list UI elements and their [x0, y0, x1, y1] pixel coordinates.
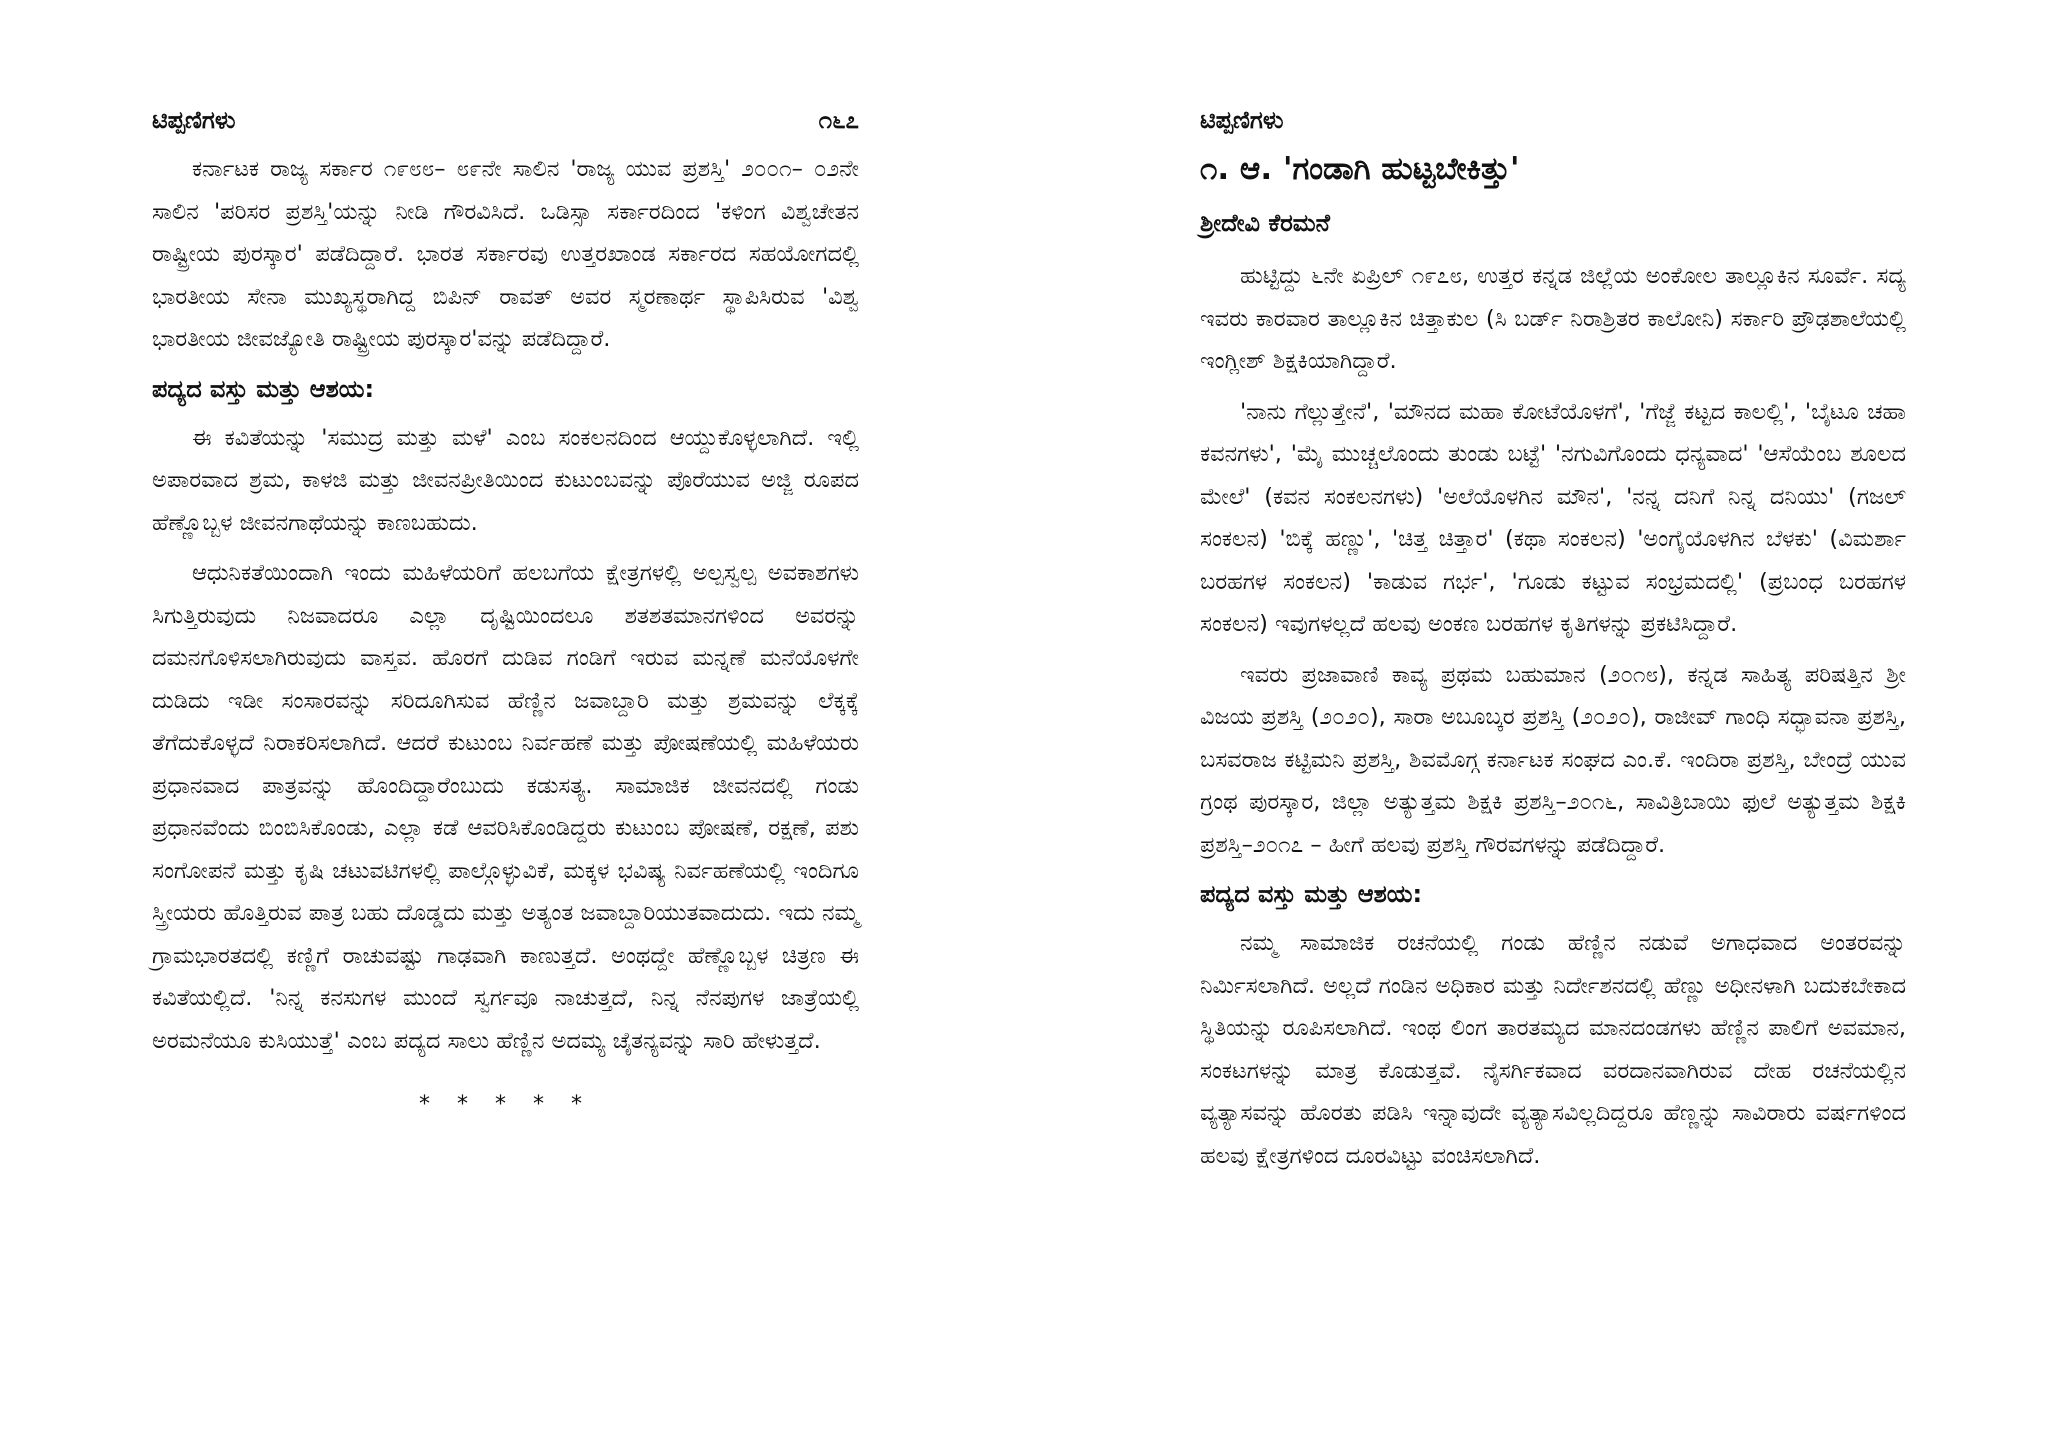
section-heading: ಪದ್ಯದ ವಸ್ತು ಮತ್ತು ಆಶಯ:	[1200, 880, 1423, 908]
author-awards-paragraph: ಕರ್ನಾಟಕ ರಾಜ್ಯ ಸರ್ಕಾರ ೧೯೮೮– ೮೯ನೇ ಸಾಲಿನ 'ರಾಜ್ಯ ಯುವ ಪ್ರಶಸ್ತಿ' ೨೦೦೧– ೦೨ನೇ ಸಾಲಿನ 'ಪರಿಸರ ಪ್ರಶಸ್ತಿ'ಯನ್ನು ನೀಡಿ ಗೌರವಿಸಿದೆ. ಒಡಿಸ್ಸಾ ಸರ್ಕಾರದಿಂದ 'ಕಳಿಂಗ ವಿಶ್ವಚೇತನ ರಾಷ್ಟ್ರೀಯ ಪುರಸ್ಕಾರ' ಪಡೆದಿದ್ದಾರೆ. ಭಾರತ ಸರ್ಕಾರವು ಉತ್ತರಖಾಂಡ ಸರ್ಕಾರದ ಸಹಯೋಗದಲ್ಲಿ ಭಾರತೀಯ ಸೇನಾ ಮುಖ್ಯಸ್ಥರಾಗಿದ್ದ ಬಿಪಿನ್ ರಾವತ್ ಅವರ ಸ್ಮರಣಾರ್ಥ ಸ್ಥಾಪಿಸಿರುವ 'ವಿಶ್ವ ಭಾರತೀಯ ಜೀವಜ್ಯೋತಿ ರಾಷ್ಟ್ರೀಯ ಪುರಸ್ಕಾರ'ವನ್ನು ಪಡೆದಿದ್ದಾರೆ.	[152, 156, 859, 352]
section-separator: * * * * *	[419, 1092, 592, 1117]
author-awards-paragraph: ಇವರು ಪ್ರಜಾವಾಣಿ ಕಾವ್ಯ ಪ್ರಥಮ ಬಹುಮಾನ (೨೦೧೮), ಕನ್ನಡ ಸಾಹಿತ್ಯ ಪರಿಷತ್ತಿನ ಶ್ರೀ ವಿಜಯ ಪ್ರಶಸ್ತಿ (೨೦೨೦), ಸಾರಾ ಅಬೂಬ್ಕರ ಪ್ರಶಸ್ತಿ (೨೦೨೦), ರಾಜೀವ್ ಗಾಂಧಿ ಸದ್ಭಾವನಾ ಪ್ರಶಸ್ತಿ, ಬಸವರಾಜ ಕಟ್ಟಿಮನಿ ಪ್ರಶಸ್ತಿ, ಶಿವಮೊಗ್ಗ ಕರ್ನಾಟಕ ಸಂಘದ ಎಂ.ಕೆ. ಇಂದಿರಾ ಪ್ರಶಸ್ತಿ, ಬೇಂದ್ರೆ ಯುವ ಗ್ರಂಥ ಪುರಸ್ಕಾರ, ಜಿಲ್ಲಾ ಅತ್ಯುತ್ತಮ ಶಿಕ್ಷಕಿ ಪ್ರಶಸ್ತಿ–೨೦೧೬, ಸಾವಿತ್ರಿಬಾಯಿ ಫುಲೆ ಅತ್ಯುತ್ತಮ ಶಿಕ್ಷಕಿ ಪ್ರಶಸ್ತಿ–೨೦೧೭ – ಹೀಗೆ ಹಲವು ಪ್ರಶಸ್ತಿ ಗೌರವಗಳನ್ನು ಪಡೆದಿದ್ದಾರೆ.	[1200, 661, 1906, 858]
author-name: ಶ್ರೀದೇವಿ ಕೆರಮನೆ	[1200, 209, 1330, 237]
left-page-body	[152, 148, 859, 1127]
section-heading: ಪದ್ಯದ ವಸ್ತು ಮತ್ತು ಆಶಯ:	[152, 374, 375, 403]
page-number: ೧೬೭	[818, 106, 859, 134]
poem-source-paragraph: ಈ ಕವಿತೆಯನ್ನು 'ಸಮುದ್ರ ಮತ್ತು ಮಳೆ' ಎಂಬ ಸಂಕಲನದಿಂದ ಆಯ್ದುಕೊಳ್ಳಲಾಗಿದೆ. ಇಲ್ಲಿ ಅಪಾರವಾದ ಶ್ರಮ, ಕಾಳಜಿ ಮತ್ತು ಜೀವನಪ್ರೀತಿಯಿಂದ ಕುಟುಂಬವನ್ನು ಪೊರೆಯುವ ಅಜ್ಜಿ ರೂಪದ ಹೆಣ್ಣೊಬ್ಬಳ ಜೀವನಗಾಥೆಯನ್ನು ಕಾಣಬಹುದು.	[152, 424, 859, 536]
poem-theme-paragraph: ನಮ್ಮ ಸಾಮಾಜಿಕ ರಚನೆಯಲ್ಲಿ ಗಂಡು ಹೆಣ್ಣಿನ ನಡುವೆ ಅಗಾಧವಾದ ಅಂತರವನ್ನು ನಿರ್ಮಿಸಲಾಗಿದೆ. ಅಲ್ಲದೆ ಗಂಡಿನ ಅಧಿಕಾರ ಮತ್ತು ನಿರ್ದೇಶನದಲ್ಲಿ ಹೆಣ್ಣು ಅಧೀನಳಾಗಿ ಬದುಕಬೇಕಾದ ಸ್ಥಿತಿಯನ್ನು ರೂಪಿಸಲಾಗಿದೆ. ಇಂಥ ಲಿಂಗ ತಾರತಮ್ಯದ ಮಾನದಂಡಗಳು ಹೆಣ್ಣಿನ ಪಾಲಿಗೆ ಅವಮಾನ, ಸಂಕಟಗಳನ್ನು ಮಾತ್ರ ಕೊಡುತ್ತವೆ. ನೈಸರ್ಗಿಕವಾದ ವರದಾನವಾಗಿರುವ ದೇಹ ರಚನೆಯಲ್ಲಿನ ವ್ಯತ್ಯಾಸವನ್ನು ಹೊರತು ಪಡಿಸಿ ಇನ್ನಾವುದೇ ವ್ಯತ್ಯಾಸವಿಲ್ಲದಿದ್ದರೂ ಹೆಣ್ಣನ್ನು ಸಾವಿರಾರು ವರ್ಷಗಳಿಂದ ಹಲವು ಕ್ಷೇತ್ರಗಳಿಂದ ದೂರವಿಟ್ಟು ವಂಚಿಸಲಾಗಿದೆ.	[1200, 930, 1906, 1169]
author-bio-paragraph: ಹುಟ್ಟಿದ್ದು ೬ನೇ ಏಪ್ರಿಲ್ ೧೯೭೮, ಉತ್ತರ ಕನ್ನಡ ಜಿಲ್ಲೆಯ ಅಂಕೋಲ ತಾಲ್ಲೂಕಿನ ಸೂರ್ವೆ. ಸದ್ಯ ಇವರು ಕಾರವಾರ ತಾಲ್ಲೂಕಿನ ಚಿತ್ತಾಕುಲ (ಸಿ ಬರ್ಡ್ ನಿರಾಶ್ರಿತರ ಕಾಲೋನಿ) ಸರ್ಕಾರಿ ಪ್ರೌಢಶಾಲೆಯಲ್ಲಿ ಇಂಗ್ಲೀಶ್ ಶಿಕ್ಷಕಿಯಾಗಿದ್ದಾರೆ.	[1200, 263, 1906, 374]
poem-theme-paragraph: ಆಧುನಿಕತೆಯಿಂದಾಗಿ ಇಂದು ಮಹಿಳೆಯರಿಗೆ ಹಲಬಗೆಯ ಕ್ಷೇತ್ರಗಳಲ್ಲಿ ಅಲ್ಪಸ್ವಲ್ಪ ಅವಕಾಶಗಳು ಸಿಗುತ್ತಿರುವುದು ನಿಜವಾದರೂ ಎಲ್ಲಾ ದೃಷ್ಟಿಯಿಂದಲೂ ಶತಶತಮಾನಗಳಿಂದ ಅವರನ್ನು ದಮನಗೊಳಿಸಲಾಗಿರುವುದು ವಾಸ್ತವ. ಹೊರಗೆ ದುಡಿವ ಗಂಡಿಗೆ ಇರುವ ಮನ್ನಣೆ ಮನೆಯೊಳಗೇ ದುಡಿದು ಇಡೀ ಸಂಸಾರವನ್ನು ಸರಿದೂಗಿಸುವ ಹೆಣ್ಣಿನ ಜವಾಬ್ದಾರಿ ಮತ್ತು ಶ್ರಮವನ್ನು ಲೆಕ್ಕಕ್ಕೆ ತೆಗೆದುಕೊಳ್ಳದೆ ನಿರಾಕರಿಸಲಾಗಿದೆ. ಆದರೆ ಕುಟುಂಬ ನಿರ್ವಹಣೆ ಮತ್ತು ಪೋಷಣೆಯಲ್ಲಿ ಮಹಿಳೆಯರು ಪ್ರಧಾನವಾದ ಪಾತ್ರವನ್ನು ಹೊಂದಿದ್ದಾರೆಂಬುದು ಕಡುಸತ್ಯ. ಸಾಮಾಜಿಕ ಜೀವನದಲ್ಲಿ ಗಂಡು ಪ್ರಧಾನವೆಂದು ಬಿಂಬಿಸಿಕೊಂಡು, ಎಲ್ಲಾ ಕಡೆ ಆವರಿಸಿಕೊಂಡಿದ್ದರು ಕುಟುಂಬ ಪೋಷಣೆ, ರಕ್ಷಣೆ, ಪಶು ಸಂಗೋಪನೆ ಮತ್ತು ಕೃಷಿ ಚಟುವಟಿಗಳಲ್ಲಿ ಪಾಲ್ಗೊಳ್ಳುವಿಕೆ, ಮಕ್ಕಳ ಭವಿಷ್ಯ ನಿರ್ವಹಣೆಯಲ್ಲಿ ಇಂದಿಗೂ ಸ್ತ್ರೀಯರು ಹೊತ್ತಿರುವ ಪಾತ್ರ ಬಹು ದೊಡ್ಡದು ಮತ್ತು ಅತ್ಯಂತ ಜವಾಬ್ದಾರಿಯುತವಾದುದು. ಇದು ನಮ್ಮ ಗ್ರಾಮಭಾರತದಲ್ಲಿ ಕಣ್ಣಿಗೆ ರಾಚುವಷ್ಟು ಗಾಢವಾಗಿ ಕಾಣುತ್ತದೆ. ಅಂಥದ್ದೇ ಹೆಣ್ಣೊಬ್ಬಳ ಚಿತ್ರಣ ಈ ಕವಿತೆಯಲ್ಲಿದೆ. 'ನಿನ್ನ ಕನಸುಗಳ ಮುಂದೆ ಸ್ವರ್ಗವೂ ನಾಚುತ್ತದೆ, ನಿನ್ನ ನೆನಪುಗಳ ಜಾತ್ರೆಯಲ್ಲಿ ಅರಮನೆಯೂ ಕುಸಿಯುತ್ತೆ' ಎಂಬ ಪದ್ಯದ ಸಾಲು ಹೆಣ್ಣಿನ ಅದಮ್ಯ ಚೈತನ್ಯವನ್ನು ಸಾರಿ ಹೇಳುತ್ತದೆ.	[152, 560, 859, 1054]
poem-title: ೧. ಆ. 'ಗಂಡಾಗಿ ಹುಟ್ಟಬೇಕಿತ್ತು'	[1200, 151, 1520, 187]
author-works-paragraph: 'ನಾನು ಗೆಲ್ಲುತ್ತೇನೆ', 'ಮೌನದ ಮಹಾ ಕೋಟೆಯೊಳಗೆ', 'ಗೆಜ್ಜೆ ಕಟ್ಟದ ಕಾಲಲ್ಲಿ', 'ಬೈಟೂ ಚಹಾ ಕವನಗಳು', 'ಮೈ ಮುಚ್ಚಲೊಂದು ತುಂಡು ಬಟ್ಟೆ' 'ನಗುವಿಗೊಂದು ಧನ್ಯವಾದ' 'ಆಸೆಯೆಂಬ ಶೂಲದ ಮೇಲೆ' (ಕವನ ಸಂಕಲನಗಳು) 'ಅಲೆಯೊಳಗಿನ ಮೌನ', 'ನನ್ನ ದನಿಗೆ ನಿನ್ನ ದನಿಯು' (ಗಜಲ್ ಸಂಕಲನ) 'ಬಿಕ್ಕೆ ಹಣ್ಣು', 'ಚಿತ್ತ ಚಿತ್ತಾರ' (ಕಥಾ ಸಂಕಲನ) 'ಅಂಗೈಯೊಳಗಿನ ಬೆಳಕು' (ವಿಮರ್ಶಾ ಬರಹಗಳ ಸಂಕಲನ) 'ಕಾಡುವ ಗರ್ಭ', 'ಗೂಡು ಕಟ್ಟುವ ಸಂಭ್ರಮದಲ್ಲಿ' (ಪ್ರಬಂಧ ಬರಹಗಳ ಸಂಕಲನ) ಇವುಗಳಲ್ಲದೆ ಹಲವು ಅಂಕಣ ಬರಹಗಳ ಕೃತಿಗಳನ್ನು ಪ್ರಕಟಿಸಿದ್ದಾರೆ.	[1200, 398, 1906, 637]
right-page	[1024, 0, 2048, 1447]
right-page-body	[1200, 145, 1906, 1185]
running-head: ಟಿಪ್ಪಣಿಗಳು	[1200, 106, 1284, 134]
running-head: ಟಿಪ್ಪಣಿಗಳು	[152, 106, 236, 134]
